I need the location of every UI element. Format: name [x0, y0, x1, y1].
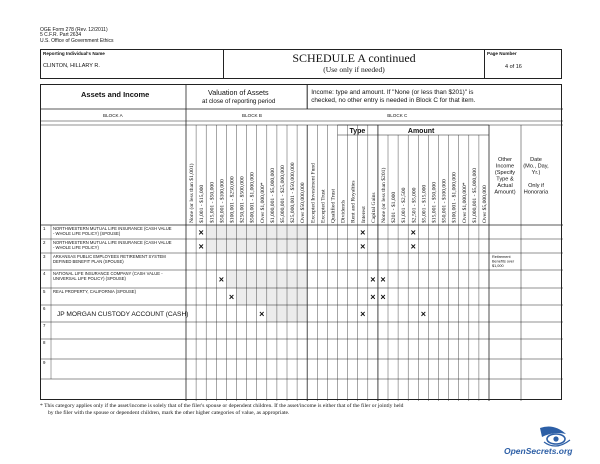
watermark-text: OpenSecrets.org: [504, 446, 573, 456]
shaded-cell: [257, 239, 267, 253]
type-column-header: Excepted Trust: [320, 189, 327, 223]
block-b-label: BLOCK B: [242, 113, 262, 118]
amount-column-header: None (or less than $201): [380, 167, 387, 223]
schedule-title: SCHEDULE A continued: [292, 51, 416, 65]
row-number: 9: [43, 360, 46, 365]
other-income-text: Retirement: [492, 255, 511, 259]
shaded-cell: [226, 225, 236, 239]
valuation-column-header: Over $50,000,000: [300, 182, 307, 223]
amount-column-header: $50,001 - $100,000: [441, 179, 448, 223]
check-mark: ×: [420, 308, 426, 319]
valuation-column-header: $100,001 - $250,000: [229, 176, 236, 223]
asset-name-text: NATIONAL LIFE INSURANCE COMPANY (CASH VALUE -: [53, 271, 163, 276]
schedule-title-cell: [223, 50, 485, 79]
asset-name-text: UNIVERSAL LIFE POLICY) (SPOUSE): [53, 276, 126, 281]
shaded-cell: [287, 288, 297, 305]
page-current: 4: [505, 64, 509, 70]
shaded-cell: [287, 270, 297, 288]
check-mark: ×: [198, 241, 204, 252]
shaded-cell: [257, 225, 267, 239]
shaded-cell: [287, 239, 297, 253]
type-header: Type: [349, 128, 366, 135]
other-income-text: Benefits over: [492, 259, 515, 264]
form-cfr: 5 C.F.R. Part 2634: [40, 32, 82, 39]
shaded-cell: [267, 288, 277, 305]
valuation-column-header: $15,001 - $50,000: [209, 181, 216, 223]
asset-name-text: NORTHWESTERN MUTUAL LIFE INSURANCE (CASH VALUE: [53, 226, 172, 231]
shaded-cell: [277, 288, 287, 305]
other-income-header: Other: [498, 157, 512, 163]
footnote: [40, 403, 562, 417]
other-income-header: (Specify: [494, 170, 516, 176]
valuation-column-header: $50,001 - $100,000: [219, 179, 226, 223]
asset-name-text: NORTHWESTERN MUTUAL LIFE INSURANCE (CASH VALUE: [53, 240, 172, 245]
page-number-label: Page Number: [487, 51, 517, 56]
row-number: 2: [43, 240, 46, 245]
other-income-header: Amount): [494, 189, 516, 196]
amount-column-header: $1,000,001 - $5,000,000: [471, 167, 478, 223]
shaded-cell: [237, 239, 247, 253]
shaded-cell: [277, 225, 287, 239]
block-a-label: BLOCK A: [103, 113, 123, 118]
shaded-cell: [277, 270, 287, 288]
schedule-table: [40, 84, 562, 400]
shaded-cell: [267, 270, 277, 288]
asset-name-text: ARKANSAS PUBLIC EMPLOYEES RETIREMENT SYSTEM: [53, 254, 166, 259]
check-mark: ×: [360, 241, 366, 252]
row-number: 5: [43, 289, 46, 294]
opensecrets-watermark: [500, 425, 592, 459]
shaded-cell: [257, 288, 267, 305]
amount-column-header: $100,001 - $1,000,000: [451, 172, 458, 223]
schedule-subtitle: (Use only if needed): [323, 65, 385, 74]
type-column-header: Capital Gains: [370, 192, 377, 223]
shaded-cell: [237, 270, 247, 288]
asset-name-text: DEFINED BENEFIT PLAN (SPOUSE): [53, 259, 124, 264]
page-total: 16: [515, 64, 522, 70]
check-mark: ×: [360, 227, 366, 238]
type-column-header: Dividends: [340, 200, 347, 223]
valuation-column-header: $250,001 - $500,000: [239, 176, 246, 223]
shaded-cell: [297, 239, 307, 253]
date-header: Honoraria: [523, 189, 549, 196]
page-number: [505, 64, 522, 70]
other-income-text: $1,000: [492, 263, 504, 268]
amount-column-header: $1,001 - $2,500: [401, 187, 408, 223]
amount-column-header: $2,501 - $5,000: [411, 187, 418, 223]
shaded-cell: [237, 288, 247, 305]
shaded-cell: [206, 225, 216, 239]
reporting-label: Reporting Individual's Name: [43, 51, 105, 56]
shaded-cell: [257, 270, 267, 288]
shaded-cell: [226, 239, 236, 253]
shaded-cell: [267, 239, 277, 253]
amount-column-header: $15,001 - $50,000: [431, 181, 438, 223]
page-of: of: [509, 64, 515, 70]
asset-name-text: JP MORGAN CUSTODY ACCOUNT (CASH): [57, 311, 189, 318]
shaded-cell: [247, 270, 257, 288]
check-mark: ×: [198, 227, 204, 238]
footnote-line-1: * This category applies only if the asset/income is solely that of the filer's spouse or dependent children. If the asset/income is either that of the filer or jointly held: [40, 403, 404, 409]
valuation-column-header: $1,001 - $15,000: [199, 184, 206, 223]
schedule-grid: [41, 85, 563, 401]
row-number: 3: [43, 254, 46, 259]
check-mark: ×: [410, 227, 416, 238]
row-number: 6: [43, 306, 46, 311]
row-number: 8: [43, 340, 46, 345]
shaded-cell: [267, 225, 277, 239]
asset-name-text: - WHOLE LIFE POLICY): [53, 245, 99, 250]
type-column-header: Qualified Trust: [330, 188, 337, 223]
shaded-cell: [267, 305, 277, 322]
check-mark: ×: [218, 274, 224, 285]
date-header: Only if: [528, 183, 544, 189]
check-mark: ×: [380, 274, 386, 285]
date-header: Yr.): [531, 170, 541, 176]
valuation-column-header: None (or less than $1,001): [189, 163, 196, 223]
assets-income-header: Assets and Income: [81, 90, 150, 99]
income-header: Income: type and amount. If "None (or less than $201)" is: [311, 89, 474, 96]
report-header-box: [40, 49, 562, 79]
check-mark: ×: [360, 308, 366, 319]
shaded-cell: [297, 288, 307, 305]
type-column-header: Excepted Investment Fund: [310, 163, 317, 223]
income-subheader: checked, no other entry is needed in Block C for that item.: [311, 97, 476, 104]
other-income-header: Actual: [497, 183, 513, 189]
other-income-header: Income: [495, 163, 515, 170]
check-mark: ×: [370, 274, 376, 285]
row-number: 7: [43, 323, 46, 328]
footnote-line-2: by the filer with the spouse or dependent children, mark the other higher categories of value, as appropriate.: [48, 410, 290, 416]
valuation-column-header: $5,000,001 - $25,000,000: [279, 165, 286, 223]
shaded-cell: [226, 270, 236, 288]
type-column-header: Rent and Royalties: [350, 180, 357, 223]
amount-column-header: Over $5,000,000: [481, 185, 488, 223]
shaded-cell: [206, 239, 216, 253]
form-agency: U.S. Office of Government Ethics: [40, 37, 114, 44]
shaded-cell: [247, 239, 257, 253]
row-number: 1: [43, 226, 46, 231]
shaded-cell: [216, 225, 226, 239]
valuation-column-header: $1,000,001 - $5,000,000: [269, 167, 276, 223]
block-c-label: BLOCK C: [387, 113, 408, 118]
date-header: Date: [530, 157, 542, 163]
shaded-cell: [297, 305, 307, 322]
valuation-column-header: Over $1,000,000*: [259, 182, 266, 223]
row-number: 4: [43, 271, 46, 276]
amount-column-header: Over $1,000,000*: [461, 182, 468, 223]
check-mark: ×: [228, 291, 235, 302]
asset-name-text: - WHOLE LIFE POLICY) (SPOUSE): [53, 231, 121, 236]
shaded-cell: [287, 305, 297, 322]
valuation-header: Valuation of Assets: [208, 88, 269, 97]
shaded-cell: [247, 225, 257, 239]
form-header: [40, 28, 114, 44]
other-income-header: Type &: [496, 176, 514, 183]
valuation-column-header: $25,000,001 - $50,000,000: [290, 162, 297, 223]
form-number: OGE Form 278 (Rev. 12/2011): [40, 27, 108, 33]
shaded-cell: [247, 288, 257, 305]
shaded-cell: [216, 239, 226, 253]
date-header: (Mo., Day,: [523, 163, 549, 170]
shaded-cell: [277, 305, 287, 322]
check-mark: ×: [380, 291, 386, 302]
shaded-cell: [297, 270, 307, 288]
amount-header: Amount: [407, 128, 435, 135]
asset-name-text: REAL PROPERTY, CALIFORNIA (SPOUSE): [53, 289, 136, 294]
check-mark: ×: [410, 241, 416, 252]
shaded-cell: [237, 225, 247, 239]
check-mark: ×: [370, 291, 376, 302]
amount-column-header: $201 - $1,000: [391, 191, 398, 223]
valuation-subheader: at close of reporting period: [202, 98, 276, 105]
valuation-column-header: $500,001 - $1,000,000: [249, 172, 256, 223]
amount-column-header: $5,001 - $15,000: [421, 184, 428, 223]
check-mark: ×: [259, 308, 265, 319]
shaded-cell: [287, 225, 297, 239]
reporting-name: CLINTON, HILLARY R.: [43, 63, 100, 69]
shaded-cell: [277, 239, 287, 253]
shaded-cell: [297, 225, 307, 239]
type-column-header: Interest: [360, 206, 367, 223]
